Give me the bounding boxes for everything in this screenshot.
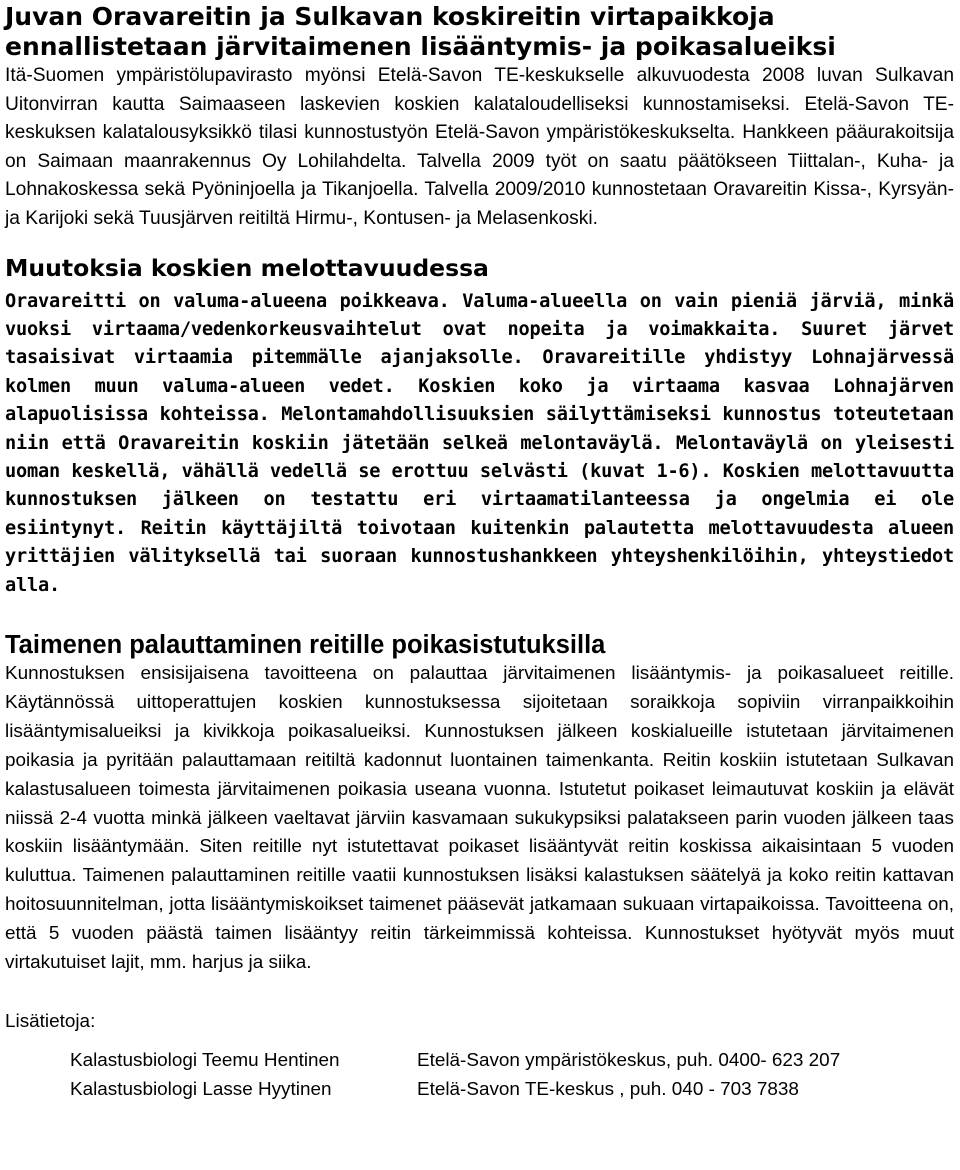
- section-paragraph-melottavuus: Oravareitti on valuma-alueena poikkeava. Valuma-alueella on vain pieniä järviä, minkä vuoksi virtaama/vedenkorkeusvaihtelut ovat nopeita ja voimakkaita. Suuret järvet tasaisivat virtaamia pitemmälle ajanjaksolle. Oravareitille yhdistyy Lohnajärvessä kolmen muun valuma-alueen vedet. Koskien koko ja virtaama kasvaa Lohnajärven alapuolisissa kohteissa. Melontamahdollisuuksien säilyttämiseksi kunnostus toteutetaan niin että Oravareitin koskiin jätetään selkeä melontaväylä. Melontaväylä on yleisesti uoman keskellä, vähällä vedellä se erottuu selvästi (kuvat 1-6). Koskien melottavuutta kunnostuksen jälkeen on testattu eri virtaamatilanteessa ja ongelmia ei ole esiintynyt. Reitin käyttäjiltä toivotaan kuitenkin palautetta melottavuudesta alueen yrittäjien välityksellä tai suoraan kunnostushankkeen yhteyshenkilöihin, yhteystiedot alla.: [5, 290, 954, 596]
- section-paragraph-taimen: Kunnostuksen ensisijaisena tavoitteena on palauttaa järvitaimenen lisääntymis- ja poikasalueet reitille. Käytännössä uittoperattujen koskien kunnostuksessa sijoitetaan soraikkoja sopiviin virranpaikkoihin lisääntymisalueiksi ja kivikkoja poikasalueiksi. Kunnostuksen jälkeen koskialueille istutetaan järvitaimenen poikasia ja pyritään palauttamaan reitiltä kadonnut luontainen taimenkanta. Reitin koskiin istutetaan Sulkavan kalastusalueen toimesta järvitaimenen poikasia useana vuonna. Istutetut poikaset leimautuvat koskiin ja elävät niissä 2-4 vuotta minkä jälkeen vaeltavat järviin kasvamaan sukukypsiksi palatakseen parin vuoden jälkeen taas koskiin lisääntymään. Siten reitille nyt istutettavat poikaset lisääntyvät reitin koskissa aikaisintaan 5 vuoden kuluttua. Taimenen palauttaminen reitille vaatii kunnostuksen lisäksi kalastuksen säätelyä ja koko reitin kattavan hoitosuunnitelman, jotta lisääntymiskoikset taimenet pääsevät jatkamaan sukuaan virtapaikoissa. Tavoitteena on, että 5 vuoden päästä taimen lisääntyy reitin tärkeimmissä kohteissa. Kunnostukset hyötyvät myös muut virtakutuiset lajit, mm. harjus ja siika.: [5, 663, 954, 974]
- contact-info: Etelä-Savon ympäristökeskus, puh. 0400- 623 207: [417, 1050, 841, 1071]
- contact-row: [70, 1046, 954, 1075]
- contact-name: Kalastusbiologi Teemu Hentinen: [70, 1050, 340, 1071]
- contacts-label: Lisätietoja:: [5, 1011, 96, 1032]
- contact-name: Kalastusbiologi Lasse Hyytinen: [70, 1079, 332, 1100]
- section-heading-melottavuus: Muutoksia koskien melottavuudessa: [5, 253, 489, 282]
- contacts-list: [70, 1046, 954, 1104]
- section-heading-taimen: Taimenen palauttaminen reitille poikasistutuksilla: [5, 631, 606, 660]
- document-title: Juvan Oravareitin ja Sulkavan koskireitin virtapaikkoja ennallistetaan järvitaimenen lisääntymis- ja poikasalueiksi: [5, 2, 836, 61]
- contact-info: Etelä-Savon TE-keskus , puh. 040 - 703 7838: [417, 1079, 799, 1100]
- intro-paragraph: Itä-Suomen ympäristölupavirasto myönsi Etelä-Savon TE-keskukselle alkuvuodesta 2008 luvan Sulkavan Uitonvirran kautta Saimaaseen laskevien koskien kalataloudelliseksi kunnostamiseksi. Etelä-Savon TE-keskuksen kalatalousyksikkö tilasi kunnostustyön Etelä-Savon ympäristökeskukselta. Hankkeen pääurakoitsija on Saimaan maanrakennus Oy Lohilahdelta. Talvella 2009 työt on saatu päätökseen Tiittalan-, Kuha- ja Lohnakoskessa sekä Pyöninjoella ja Tikanjoella. Talvella 2009/2010 kunnostetaan Oravareitin Kissa-, Kyrsyän- ja Karijoki sekä Tuusjärven reitiltä Hirmu-, Kontusen- ja Melasenkoski.: [5, 65, 954, 229]
- contact-row: [70, 1075, 954, 1104]
